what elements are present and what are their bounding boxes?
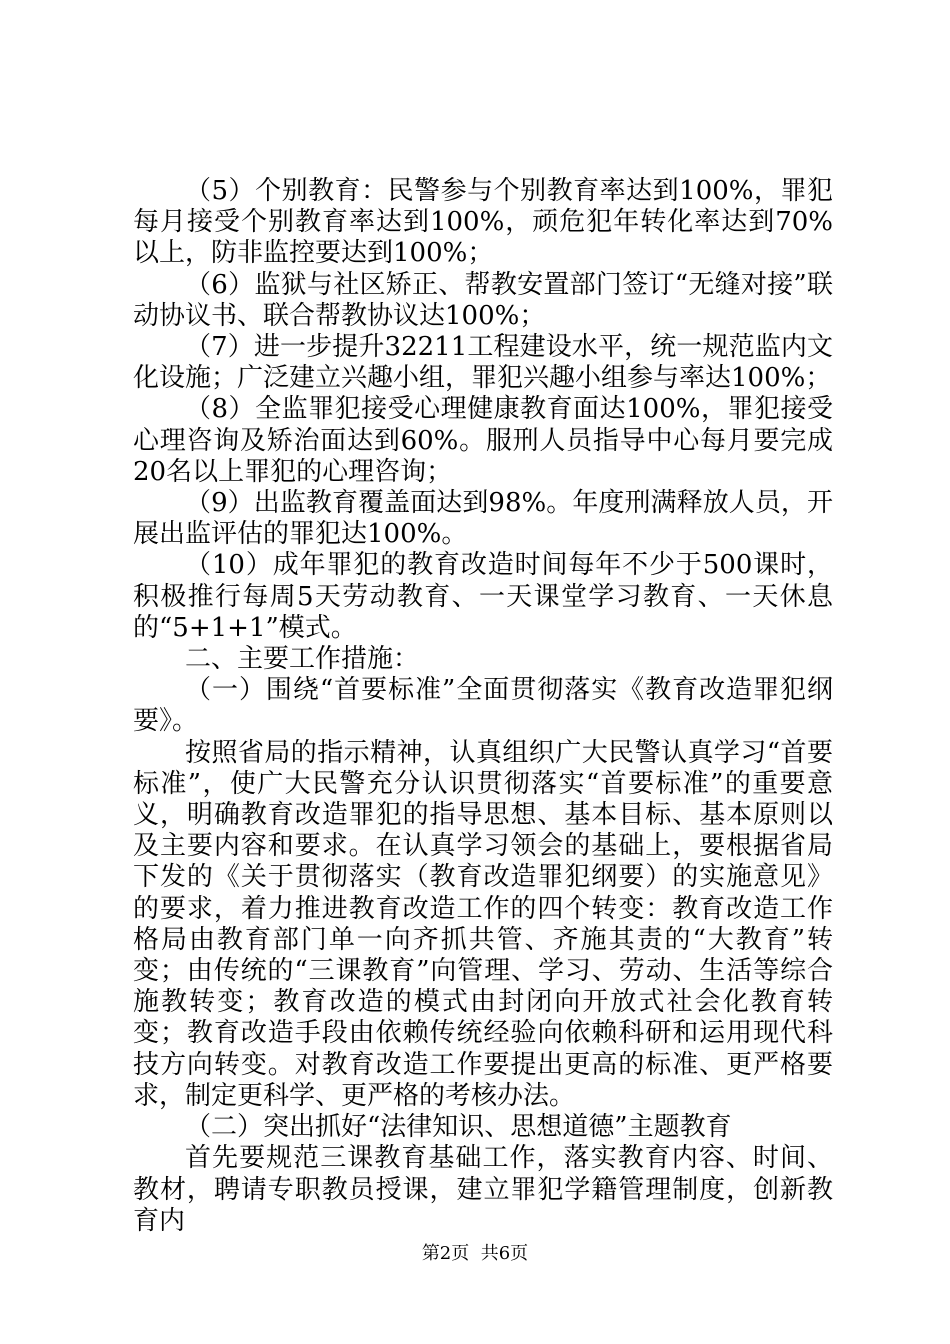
document-body — [133, 176, 833, 1237]
page-total: 共6页 — [480, 1243, 529, 1264]
subheading-primary-standard: （一）围绕“首要标准”全面贯彻落实《教育改造罪犯纲要》。 — [133, 675, 833, 737]
paragraph-primary-standard-body: 按照省局的指示精神，认真组织广大民警认真学习“首要标准”，使广大民警充分认识贯彻落实“首要标准”的重要意义，明确教育改造罪犯的指导思想、基本目标、基本原则以及主要内容和要求。在认真学习领会的基础上，要根据省局下发的《关于贯彻落实（教育改造罪犯纲要）的实施意见》的要求，着力推进教育改造工作的四个转变：教育改造工作格局由教育部门单一向齐抓共管、齐施其责的“大教育”转变；由传统的“三课教育”向管理、学习、劳动、生活等综合施教转变；教育改造的模式由封闭向开放式社会化教育转变；教育改造手段由依赖传统经验向依赖科研和运用现代科技方向转变。对教育改造工作要提出更高的标准、更严格要求，制定更科学、更严格的考核办法。 — [133, 737, 833, 1111]
paragraph-theme-education-body: 首先要规范三课教育基础工作，落实教育内容、时间、教材，聘请专职教员授课，建立罪犯学籍管理制度，创新教育内 — [133, 1143, 833, 1236]
paragraph-item-8-psychological-health: （8）全监罪犯接受心理健康教育面达100%，罪犯接受心理咨询及矫治面达到60%。服刑人员指导中心每月要完成20名以上罪犯的心理咨询； — [133, 394, 833, 487]
section-heading-main-measures: 二、主要工作措施： — [185, 644, 420, 675]
paragraph-item-5-individual-education: （5）个别教育：民警参与个别教育率达到100%，罪犯每月接受个别教育率达到100%，顽危犯年转化率达到70%以上，防非监控要达到100%； — [133, 176, 833, 269]
paragraph-item-9-release-education: （9）出监教育覆盖面达到98%。年度刑满释放人员，开展出监评估的罪犯达100%。 — [133, 488, 833, 550]
paragraph-item-10-education-hours: （10）成年罪犯的教育改造时间每年不少于500课时，积极推行每周5天劳动教育、一天课堂学习教育、一天休息的“5+1+1”模式。 — [133, 550, 833, 643]
subheading-theme-education: （二）突出抓好“法律知识、思想道德”主题教育 — [185, 1112, 732, 1143]
paragraph-item-7-culture-facilities: （7）进一步提升32211工程建设水平，统一规范监内文化设施；广泛建立兴趣小组，罪犯兴趣小组参与率达100%； — [133, 332, 833, 394]
page-footer — [0, 1243, 950, 1265]
paragraph-item-6-community-linkage: （6）监狱与社区矫正、帮教安置部门签订“无缝对接”联动协议书、联合帮教协议达100%； — [133, 269, 833, 331]
page-number: 第2页 — [421, 1243, 470, 1264]
